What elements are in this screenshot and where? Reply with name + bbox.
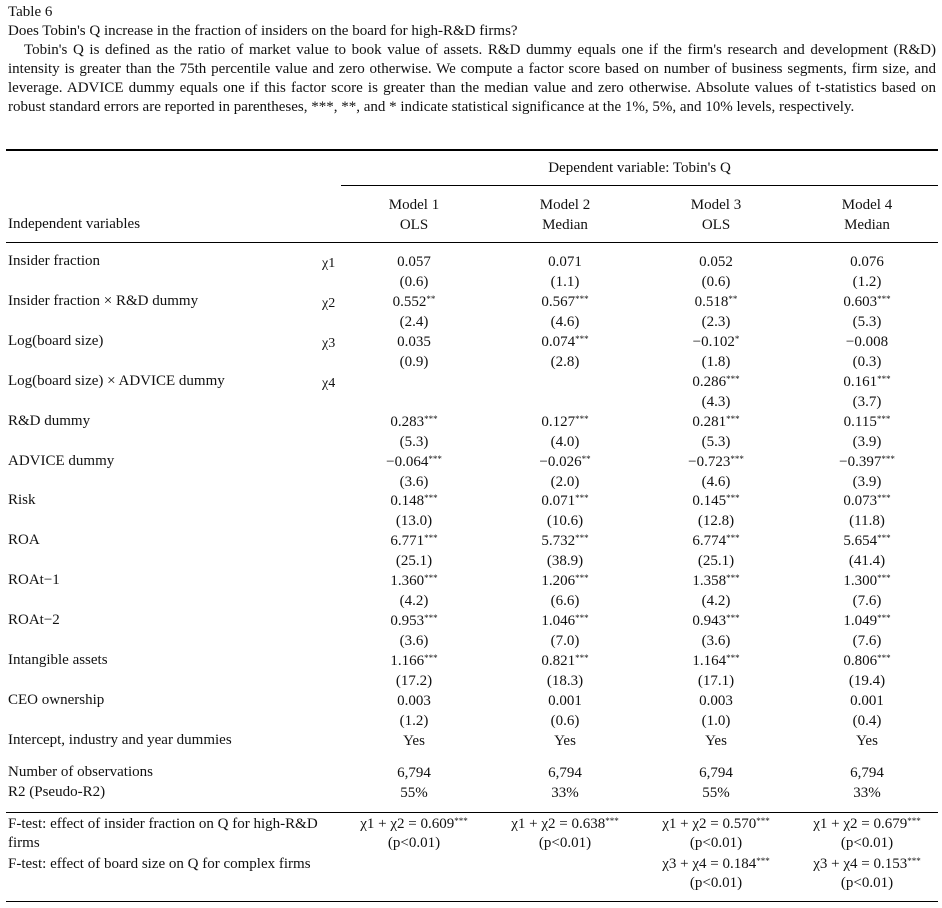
table-cell: 1.300*** (7.6) [843, 573, 891, 610]
model-header: Model 3 OLS [690, 197, 742, 233]
significance-stars: *** [575, 333, 589, 344]
table-cell: 5.654*** (41.4) [843, 533, 891, 570]
significance-stars: *** [756, 816, 770, 826]
model-header: Model 2 Median [539, 197, 591, 233]
significance-stars: *** [575, 573, 589, 584]
significance-stars: *** [877, 653, 891, 663]
table-cell: 0.035 (0.9) [397, 333, 431, 370]
table-cell: 0.001 (0.6) [548, 692, 582, 729]
model-header: Model 1 OLS [388, 197, 440, 233]
table-cell: 0.074*** (2.8) [541, 333, 589, 370]
table-cell: 0.052 (0.6) [699, 254, 733, 290]
table-cell: 6,794 [699, 765, 733, 781]
table-cell: 1.360*** (4.2) [390, 573, 438, 610]
significance-stars: *** [575, 413, 589, 424]
table-cell: −0.064*** (3.6) [386, 453, 442, 490]
significance-stars: *** [575, 613, 589, 624]
table-cell: 5.732*** (38.9) [541, 533, 589, 570]
table-cell: Yes [554, 733, 576, 749]
row-label: Insider fraction [8, 253, 101, 269]
table-cell: −0.008 (0.3) [845, 333, 889, 370]
table-row [0, 252, 942, 292]
coefficient-symbol: χ3 [322, 335, 336, 351]
significance-stars: *** [877, 613, 891, 624]
table-cell: 0.148*** (13.0) [390, 493, 438, 530]
significance-stars: *** [726, 493, 740, 504]
significance-stars: *** [730, 453, 744, 464]
ftest-cell: χ3 + χ4 = 0.184*** (p<0.01) [662, 856, 770, 891]
table-cell: −0.026** (2.0) [539, 453, 591, 490]
table-cell: 0.283*** (5.3) [390, 413, 438, 450]
ftest1-label: F-test: effect of insider fraction on Q for high-R&D firms [8, 816, 318, 851]
table-row [0, 531, 942, 571]
table-cell: 0.281*** (5.3) [692, 413, 740, 450]
table-cell: 0.001 (0.4) [850, 692, 884, 729]
significance-stars: *** [907, 856, 921, 866]
table-row [0, 691, 942, 731]
table-row [0, 611, 942, 651]
significance-stars: *** [575, 533, 589, 544]
table-row [0, 412, 942, 452]
row-label: Risk [8, 492, 36, 509]
significance-stars: *** [726, 413, 740, 424]
ftest-cell: χ1 + χ2 = 0.638*** (p<0.01) [511, 816, 619, 851]
row-header: Independent variables [8, 216, 141, 232]
table-row [0, 452, 942, 492]
bottom-rule [6, 901, 938, 902]
table-cell: 1.049*** (7.6) [843, 613, 891, 650]
significance-stars: *** [424, 613, 438, 624]
table-cell [339, 372, 489, 412]
table-cell: 0.115*** (3.9) [843, 413, 891, 450]
significance-stars: *** [424, 653, 438, 663]
significance-stars: *** [877, 573, 891, 584]
significance-stars: *** [605, 816, 619, 826]
table-cell: 0.567*** (4.6) [541, 293, 589, 330]
row-label: CEO ownership [8, 691, 105, 708]
significance-stars: *** [575, 493, 589, 504]
table-cell: 0.953*** (3.6) [390, 613, 438, 650]
table-cell: 0.076 (1.2) [850, 254, 884, 290]
significance-stars: *** [756, 856, 770, 866]
table-cell: 0.003 (1.0) [699, 692, 733, 729]
significance-stars: *** [424, 493, 438, 504]
table-row [0, 491, 942, 531]
table-caption [8, 3, 936, 117]
table-cell: 0.127*** (4.0) [541, 413, 589, 450]
table-cell: 1.046*** (7.0) [541, 613, 589, 650]
table-cell: 0.943*** (3.6) [692, 613, 740, 650]
table-cell: −0.397*** (3.9) [839, 453, 895, 490]
row-label: Intangible assets [8, 652, 108, 668]
table-cell: 55% [400, 785, 428, 801]
significance-stars: *** [726, 373, 740, 384]
ftest2-label: F-test: effect of board size on Q for complex firms [8, 856, 311, 872]
table-row [0, 372, 942, 412]
significance-stars: *** [876, 413, 891, 424]
row-label: ROAt−2 [8, 612, 60, 629]
table-cell: 33% [551, 785, 579, 801]
table-title: Does Tobin's Q increase in the fraction of insiders on the board for high-R&D firms? [8, 23, 518, 39]
significance-stars: *** [575, 653, 589, 663]
table-cell: 0.161*** (3.7) [843, 373, 891, 410]
header-rule [6, 242, 938, 243]
significance-stars: *** [424, 413, 438, 424]
table-cell: 1.358*** (4.2) [692, 573, 740, 610]
table-cell: 55% [702, 785, 730, 801]
significance-stars: *** [907, 816, 921, 826]
significance-stars: *** [881, 453, 895, 464]
table-cell: −0.723*** (4.6) [688, 453, 744, 490]
row-label: Insider fraction × R&D dummy [8, 292, 199, 309]
table-cell: 0.071 (1.1) [548, 254, 582, 290]
ftest-cell: χ3 + χ4 = 0.153*** (p<0.01) [813, 856, 921, 891]
row-label: Number of observations [8, 764, 153, 780]
top-rule [6, 149, 938, 151]
row-label: R&D dummy [8, 412, 91, 429]
table-cell: −0.102* (1.8) [692, 333, 740, 370]
table-cell: 0.003 (1.2) [397, 692, 431, 729]
significance-stars: * [734, 333, 740, 344]
table-cell: 1.166*** (17.2) [390, 653, 438, 689]
coefficient-symbol: χ1 [322, 256, 336, 271]
table-row [0, 571, 942, 611]
dependent-rule [341, 185, 938, 186]
table-cell: 0.603*** (5.3) [843, 293, 891, 330]
ftest-cell: χ1 + χ2 = 0.570*** (p<0.01) [662, 816, 770, 851]
row-label: ADVICE dummy [8, 452, 115, 469]
table-description: Tobin's Q is defined as the ratio of market value to book value of assets. R&D dummy equals one if the firm's research and development (R&D) intensity is greater than the 75th percentile value and zero otherwise. We compute a factor score based on number of business segments, firm size, and leverage. ADVICE dummy equals one if this factor score is greater than the median value and zero otherwise. Absolute values of t-statistics based on robust standard errors are reported in parentheses, ***, **, and * indicate statistical significance at the 1%, 5%, and 10% levels, respectively. [8, 42, 936, 115]
table-cell: 0.145*** (12.8) [692, 493, 740, 530]
table-cell: 33% [853, 785, 881, 801]
significance-stars: *** [454, 816, 468, 826]
table-cell: 0.071*** (10.6) [541, 493, 589, 530]
significance-stars: ** [728, 293, 738, 304]
significance-stars: *** [726, 613, 740, 624]
table-cell: 6.774*** (25.1) [692, 533, 740, 570]
row-label: Log(board size) [8, 332, 104, 349]
model-header: Model 4 Median [841, 197, 893, 233]
significance-stars: *** [726, 533, 740, 544]
table-row [0, 292, 942, 332]
table-cell: Yes [856, 733, 878, 749]
significance-stars: *** [726, 573, 740, 584]
table-cell [490, 372, 640, 412]
table-cell: 0.057 (0.6) [397, 254, 431, 290]
significance-stars: *** [877, 533, 891, 544]
significance-stars: *** [424, 573, 438, 584]
table-cell: 0.552** (2.4) [392, 293, 436, 330]
significance-stars: *** [424, 533, 438, 544]
row-label: ROA [8, 532, 40, 549]
table-cell: 0.821*** (18.3) [541, 653, 589, 689]
dependent-header: Dependent variable: Tobin's Q [548, 160, 731, 176]
table-cell: 1.164*** (17.1) [692, 653, 740, 689]
table-cell: 1.206*** (6.6) [541, 573, 589, 610]
ftest-cell: χ1 + χ2 = 0.679*** (p<0.01) [813, 816, 921, 851]
table-cell: 0.806*** (19.4) [843, 653, 891, 689]
ftest-cell: χ1 + χ2 = 0.609*** (p<0.01) [360, 816, 468, 851]
table-cell: 6.771*** (25.1) [390, 533, 438, 570]
table-cell: 6,794 [850, 765, 884, 781]
significance-stars: *** [575, 293, 589, 304]
table-cell: 0.073*** (11.8) [843, 493, 891, 530]
table-cell: 6,794 [397, 765, 431, 781]
significance-stars: *** [877, 493, 891, 504]
table-cell: 6,794 [548, 765, 582, 781]
significance-stars: *** [877, 373, 891, 384]
coefficient-symbol: χ4 [322, 375, 336, 391]
row-label: Intercept, industry and year dummies [8, 732, 232, 748]
coefficient-symbol: χ2 [322, 295, 336, 311]
row-label: ROAt−1 [8, 572, 60, 589]
table-cell: 0.518** (2.3) [694, 293, 738, 330]
row-label: R2 (Pseudo-R2) [8, 784, 106, 800]
table-row [0, 332, 942, 372]
table-cell: 0.286*** (4.3) [692, 373, 740, 410]
table-cell: Yes [705, 733, 727, 749]
significance-stars: ** [426, 293, 436, 304]
significance-stars: *** [428, 453, 442, 464]
table-cell: Yes [403, 733, 425, 749]
significance-stars: *** [726, 653, 740, 663]
table-label: Table 6 [8, 4, 53, 20]
significance-stars: ** [581, 453, 591, 464]
table-row [0, 651, 942, 691]
row-label: Log(board size) × ADVICE dummy [8, 372, 225, 389]
significance-stars: *** [877, 293, 891, 304]
